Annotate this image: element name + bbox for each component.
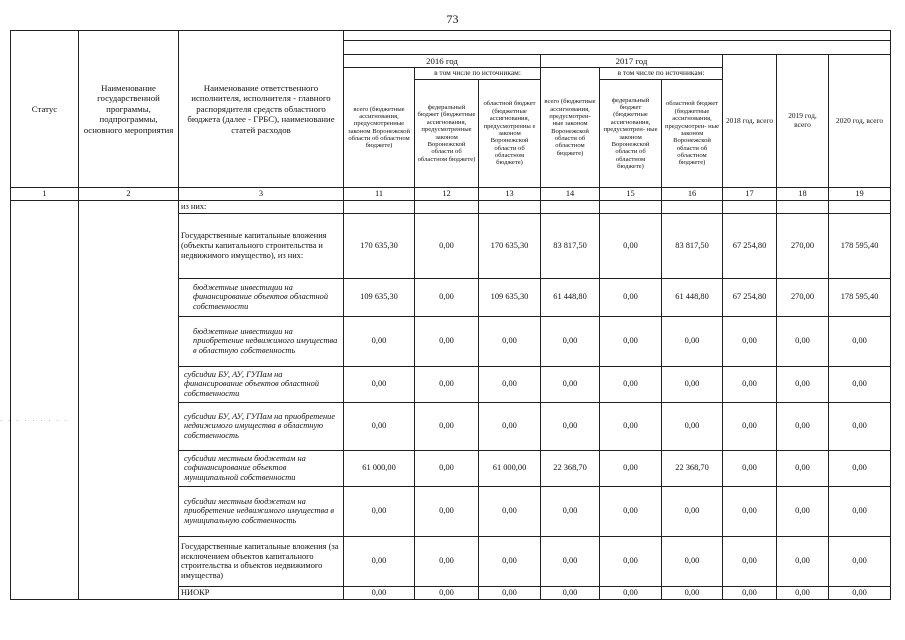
cell: 61 448,80 (541, 278, 600, 316)
row-name: субсидии БУ, АУ, ГУПам на приобретение недвижимого имущества в областную собственность (179, 402, 344, 450)
cell: 61 000,00 (344, 450, 415, 486)
cell: 0,00 (479, 316, 541, 366)
cell: 0,00 (662, 316, 723, 366)
col-index: 18 (777, 188, 829, 201)
header-second-blank (344, 41, 891, 55)
cell (479, 201, 541, 214)
row-name: субсидии БУ, АУ, ГУПам на финансирование объектов областной собственности (179, 366, 344, 402)
cell: 0,00 (415, 316, 479, 366)
cell: 0,00 (662, 536, 723, 586)
header-program-name: Наименование государственной программы, подпрограммы, основного мероприятия (79, 31, 179, 188)
cell: 0,00 (344, 316, 415, 366)
cell: 0,00 (723, 586, 777, 599)
header-2020: 2020 год, всего (829, 55, 891, 188)
cell: 270,00 (777, 213, 829, 278)
cell: 0,00 (344, 486, 415, 536)
cell: 0,00 (415, 450, 479, 486)
cell: 61 000,00 (479, 450, 541, 486)
cell (344, 201, 415, 214)
cell: 0,00 (600, 278, 662, 316)
col-index: 11 (344, 188, 415, 201)
cell: 0,00 (541, 536, 600, 586)
header-status: Статус (11, 31, 79, 188)
column-index-row (11, 188, 891, 201)
cell: 0,00 (723, 316, 777, 366)
cell: 0,00 (600, 366, 662, 402)
row-name: субсидии местным бюджетам на софинансирование объектов муниципальной собственности (179, 450, 344, 486)
page-number: 73 (446, 12, 459, 26)
cell: 0,00 (777, 486, 829, 536)
cell: 0,00 (415, 213, 479, 278)
header-regional-2017: областной бюджет (бюджетные ассигнования, предусмотрен- ные законом Воронежской области об областном бюджете) (662, 80, 723, 188)
cell: 0,00 (479, 586, 541, 599)
cell: 0,00 (662, 402, 723, 450)
cell: 0,00 (600, 402, 662, 450)
cell: 83 817,50 (541, 213, 600, 278)
row-name: Государственные капитальные вложения (за исключением объектов капитального строительства и объектов недвижимого имущества) (179, 536, 344, 586)
cell: 0,00 (479, 366, 541, 402)
col-index: 17 (723, 188, 777, 201)
cell (541, 201, 600, 214)
cell: 83 817,50 (662, 213, 723, 278)
cell: 0,00 (777, 536, 829, 586)
header-year-2017: 2017 год (541, 55, 723, 68)
cell: 0,00 (829, 586, 891, 599)
cell: 0,00 (541, 486, 600, 536)
cell: 67 254,80 (723, 278, 777, 316)
row-name: из них: (179, 201, 344, 214)
cell: 0,00 (415, 486, 479, 536)
table-row (11, 201, 891, 214)
cell: 0,00 (829, 366, 891, 402)
cell: 0,00 (479, 402, 541, 450)
col-index: 3 (179, 188, 344, 201)
cell: 0,00 (829, 316, 891, 366)
cell: 109 635,30 (479, 278, 541, 316)
cell: 67 254,80 (723, 213, 777, 278)
scan-artifact-dots: · · · · · · · · · (0, 417, 69, 425)
col-index: 2 (79, 188, 179, 201)
cell: 109 635,30 (344, 278, 415, 316)
cell: 0,00 (777, 450, 829, 486)
header-total-2016: всего (бюджетные ассигнования, предусмотренные законом Воронежской области об областном бюджете) (344, 68, 415, 188)
cell: 178 595,40 (829, 213, 891, 278)
cell: 0,00 (829, 536, 891, 586)
header-top-blank (344, 31, 891, 41)
cell: 0,00 (344, 402, 415, 450)
cell: 170 635,30 (479, 213, 541, 278)
budget-table (10, 30, 891, 600)
status-cell (11, 201, 79, 600)
program-cell (79, 201, 179, 600)
cell: 0,00 (777, 316, 829, 366)
cell: 0,00 (415, 586, 479, 599)
header-executor: Наименование ответственного исполнителя, исполнителя - главного распорядителя средств областного бюджета (далее - ГРБС), наименование статей расходов (179, 31, 344, 188)
cell: 0,00 (662, 586, 723, 599)
cell: 22 368,70 (662, 450, 723, 486)
header-incl-sources-2016: в том числе по источникам: (415, 68, 541, 80)
cell: 0,00 (723, 402, 777, 450)
header-year-2016: 2016 год (344, 55, 541, 68)
cell: 0,00 (829, 402, 891, 450)
header-federal-2017: федеральный бюджет (бюджетные ассигнования, предусмотрен- ные законом Воронежской области об областном бюджете) (600, 80, 662, 188)
cell: 0,00 (777, 402, 829, 450)
header-incl-sources-2017: в том числе по источникам: (600, 68, 723, 80)
cell: 270,00 (777, 278, 829, 316)
header-2019: 2019 год, всего (777, 55, 829, 188)
cell (600, 201, 662, 214)
row-name: НИОКР (179, 586, 344, 599)
cell (415, 201, 479, 214)
cell: 0,00 (777, 586, 829, 599)
cell (777, 201, 829, 214)
cell: 0,00 (600, 213, 662, 278)
cell: 0,00 (723, 366, 777, 402)
cell: 0,00 (479, 536, 541, 586)
cell: 0,00 (415, 536, 479, 586)
cell: 0,00 (600, 586, 662, 599)
cell: 170 635,30 (344, 213, 415, 278)
header-federal-2016: федеральный бюджет (бюджетные ассигнования, предусмотренные законом Воронежской области об областном бюджете) (415, 80, 479, 188)
cell: 0,00 (600, 486, 662, 536)
cell: 0,00 (723, 486, 777, 536)
cell: 0,00 (600, 536, 662, 586)
cell: 0,00 (479, 486, 541, 536)
cell: 0,00 (777, 366, 829, 402)
cell: 0,00 (541, 402, 600, 450)
cell: 0,00 (723, 450, 777, 486)
cell: 0,00 (829, 450, 891, 486)
cell: 0,00 (541, 316, 600, 366)
row-name: бюджетные инвестиции на приобретение недвижимого имущества в областную собственность (179, 316, 344, 366)
cell: 61 448,80 (662, 278, 723, 316)
cell: 0,00 (415, 366, 479, 402)
cell: 0,00 (600, 316, 662, 366)
col-index: 19 (829, 188, 891, 201)
col-index: 12 (415, 188, 479, 201)
cell (829, 201, 891, 214)
cell: 0,00 (662, 366, 723, 402)
header-2018: 2018 год, всего (723, 55, 777, 188)
cell: 0,00 (829, 486, 891, 536)
cell (723, 201, 777, 214)
row-name: субсидии местным бюджетам на приобретение недвижимого имущества в муниципальную собственность (179, 486, 344, 536)
cell: 0,00 (541, 366, 600, 402)
col-index: 16 (662, 188, 723, 201)
col-index: 14 (541, 188, 600, 201)
col-index: 1 (11, 188, 79, 201)
cell: 0,00 (415, 278, 479, 316)
cell: 0,00 (344, 366, 415, 402)
col-index: 13 (479, 188, 541, 201)
cell: 0,00 (415, 402, 479, 450)
header-regional-2016: областной бюджет (бюджетные ассигнования, предусмотренны е законом Воронежской области об областном бюджете) (479, 80, 541, 188)
cell: 0,00 (344, 536, 415, 586)
cell: 0,00 (600, 450, 662, 486)
cell: 178 595,40 (829, 278, 891, 316)
cell: 0,00 (662, 486, 723, 536)
cell (662, 201, 723, 214)
cell: 0,00 (541, 586, 600, 599)
col-index: 15 (600, 188, 662, 201)
row-name: бюджетные инвестиции на финансирование объектов областной собственности (179, 278, 344, 316)
header-total-2017: всего (бюджетные ассигнования, предусмотрен- ные законом Воронежской области об областном бюджете) (541, 68, 600, 188)
cell: 0,00 (344, 586, 415, 599)
cell: 22 368,70 (541, 450, 600, 486)
cell: 0,00 (723, 536, 777, 586)
row-name: Государственные капитальные вложения (объекты капитального строительства и недвижимого имущество), из них: (179, 213, 344, 278)
